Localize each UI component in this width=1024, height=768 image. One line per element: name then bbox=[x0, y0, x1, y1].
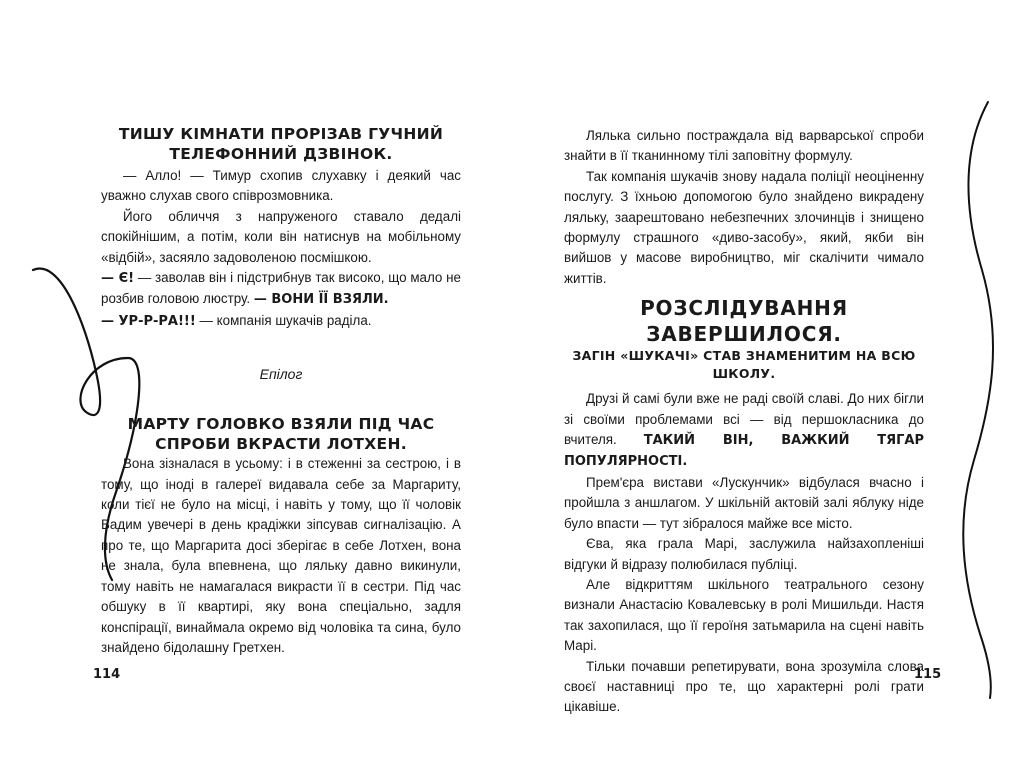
paragraph: Так компанія шукачів знову надала поліції неоціненну послугу. З їхньою допомогою було знайдено викрадену ляльку, заарештовано небезпечних злочинців і знищено формулу страшного «диво-засобу», який, якби він вийшов у масове виробництво, міг скалічити чимало життів. bbox=[564, 168, 924, 286]
shout-emphasis: — Є! bbox=[101, 271, 135, 287]
paragraph: Прем'єра вистави «Лускунчик» відбулася вчасно і пройшла з аншлагом. У шкільній актовій залі яблуку ніде було впасти — тут зібралося майже все місто. bbox=[564, 474, 924, 531]
shout-paragraph bbox=[101, 268, 461, 311]
big-heading: РОЗСЛІДУВАННЯ ЗАВЕРШИЛОСЯ. bbox=[640, 296, 848, 347]
chapter-title: Епілог bbox=[259, 366, 303, 383]
paragraph: — Алло! — Тимур схопив слухавку і деякий час уважно слухав свого співрозмовника. bbox=[101, 168, 461, 204]
paragraph: Вона зізналася в усьому: і в стеженні за сестрою, і в тому, що іноді в галереї видавала себе за Маргариту, коли тієї не було на місці, і навіть у тому, що її чоловік Вадим увечері в день крадіжки зіпсував сигналізацію. А про те, що Маргарита досі зберігає в себе Лотхен, вона не знала, була впевнена, що ляльку давно викинули, тому навіть не намагалася викрасти її в сестри. Під час обшуку в її квартирі, яку вона спеціально, задля конспірації, винаймала окремо від чоловіка та сина, було знайдено бідолашну Гретхен. bbox=[101, 456, 461, 655]
left-column bbox=[101, 124, 461, 658]
paragraph-text: Друзі й самі були вже не раді своїй славі. До них бігли зі своїми проблемами всі — від першокласника до вчителя. bbox=[564, 391, 924, 448]
paragraph: Тільки почавши репетирувати, вона зрозуміла слова своєї наставниці про те, що характерні ролі грати цікавіше. bbox=[564, 658, 924, 715]
shout-emphasis: — УР-Р-РА!!! bbox=[101, 313, 196, 329]
scene-heading: МАРТУ ГОЛОВКО ВЗЯЛИ ПІД ЧАС СПРОБИ ВКРАСТИ ЛОТХЕН. bbox=[127, 415, 435, 454]
page-number: 114 bbox=[93, 667, 121, 682]
paragraph: Його обличчя з напруженого ставало дедалі спокійнішим, а потім, коли він натиснув на мобільному «відбій», засяяло задоволеною посмішкою. bbox=[101, 208, 461, 265]
shout-emphasis: — ВОНИ ЇЇ ВЗЯЛИ. bbox=[253, 292, 389, 308]
right-column bbox=[564, 126, 924, 718]
scene-heading: ТИШУ КІМНАТИ ПРОРІЗАВ ГУЧНИЙ ТЕЛЕФОННИЙ ДЗВІНОК. bbox=[118, 125, 444, 163]
emphasis-text: ТАКИЙ ВІН, ВАЖКИЙ ТЯГАР ПОПУЛЯРНОСТІ. bbox=[564, 433, 924, 470]
wave-squiggle-icon bbox=[952, 100, 1012, 700]
paragraph: Лялька сильно постраждала від варварської спроби знайти в її тканинному тілі заповітну формулу. bbox=[564, 128, 924, 164]
page-number: 115 bbox=[914, 667, 942, 682]
shout-text: — компанія шукачів раділа. bbox=[195, 312, 372, 328]
paragraph bbox=[564, 389, 924, 473]
shout-text: — заволав він і підстрибнув так високо, що мало не розбив головою люстру. bbox=[101, 270, 462, 307]
right-page bbox=[512, 0, 1024, 768]
paragraph: Але відкриттям шкільного театрального сезону визнали Анастасію Ковалевську в ролі Мишильди. Настя так захопилася, що її героїня затьмарила на сцені навіть Марі. bbox=[564, 576, 924, 654]
paragraph: Єва, яка грала Марі, заслужила найзахопленіші відгуки й відразу полюбилася публіці. bbox=[564, 536, 924, 572]
shout-paragraph bbox=[101, 311, 461, 332]
sub-heading: ЗАГІН «ШУКАЧІ» СТАВ ЗНАМЕНИТИМ НА ВСЮ ШКОЛУ. bbox=[572, 348, 916, 382]
